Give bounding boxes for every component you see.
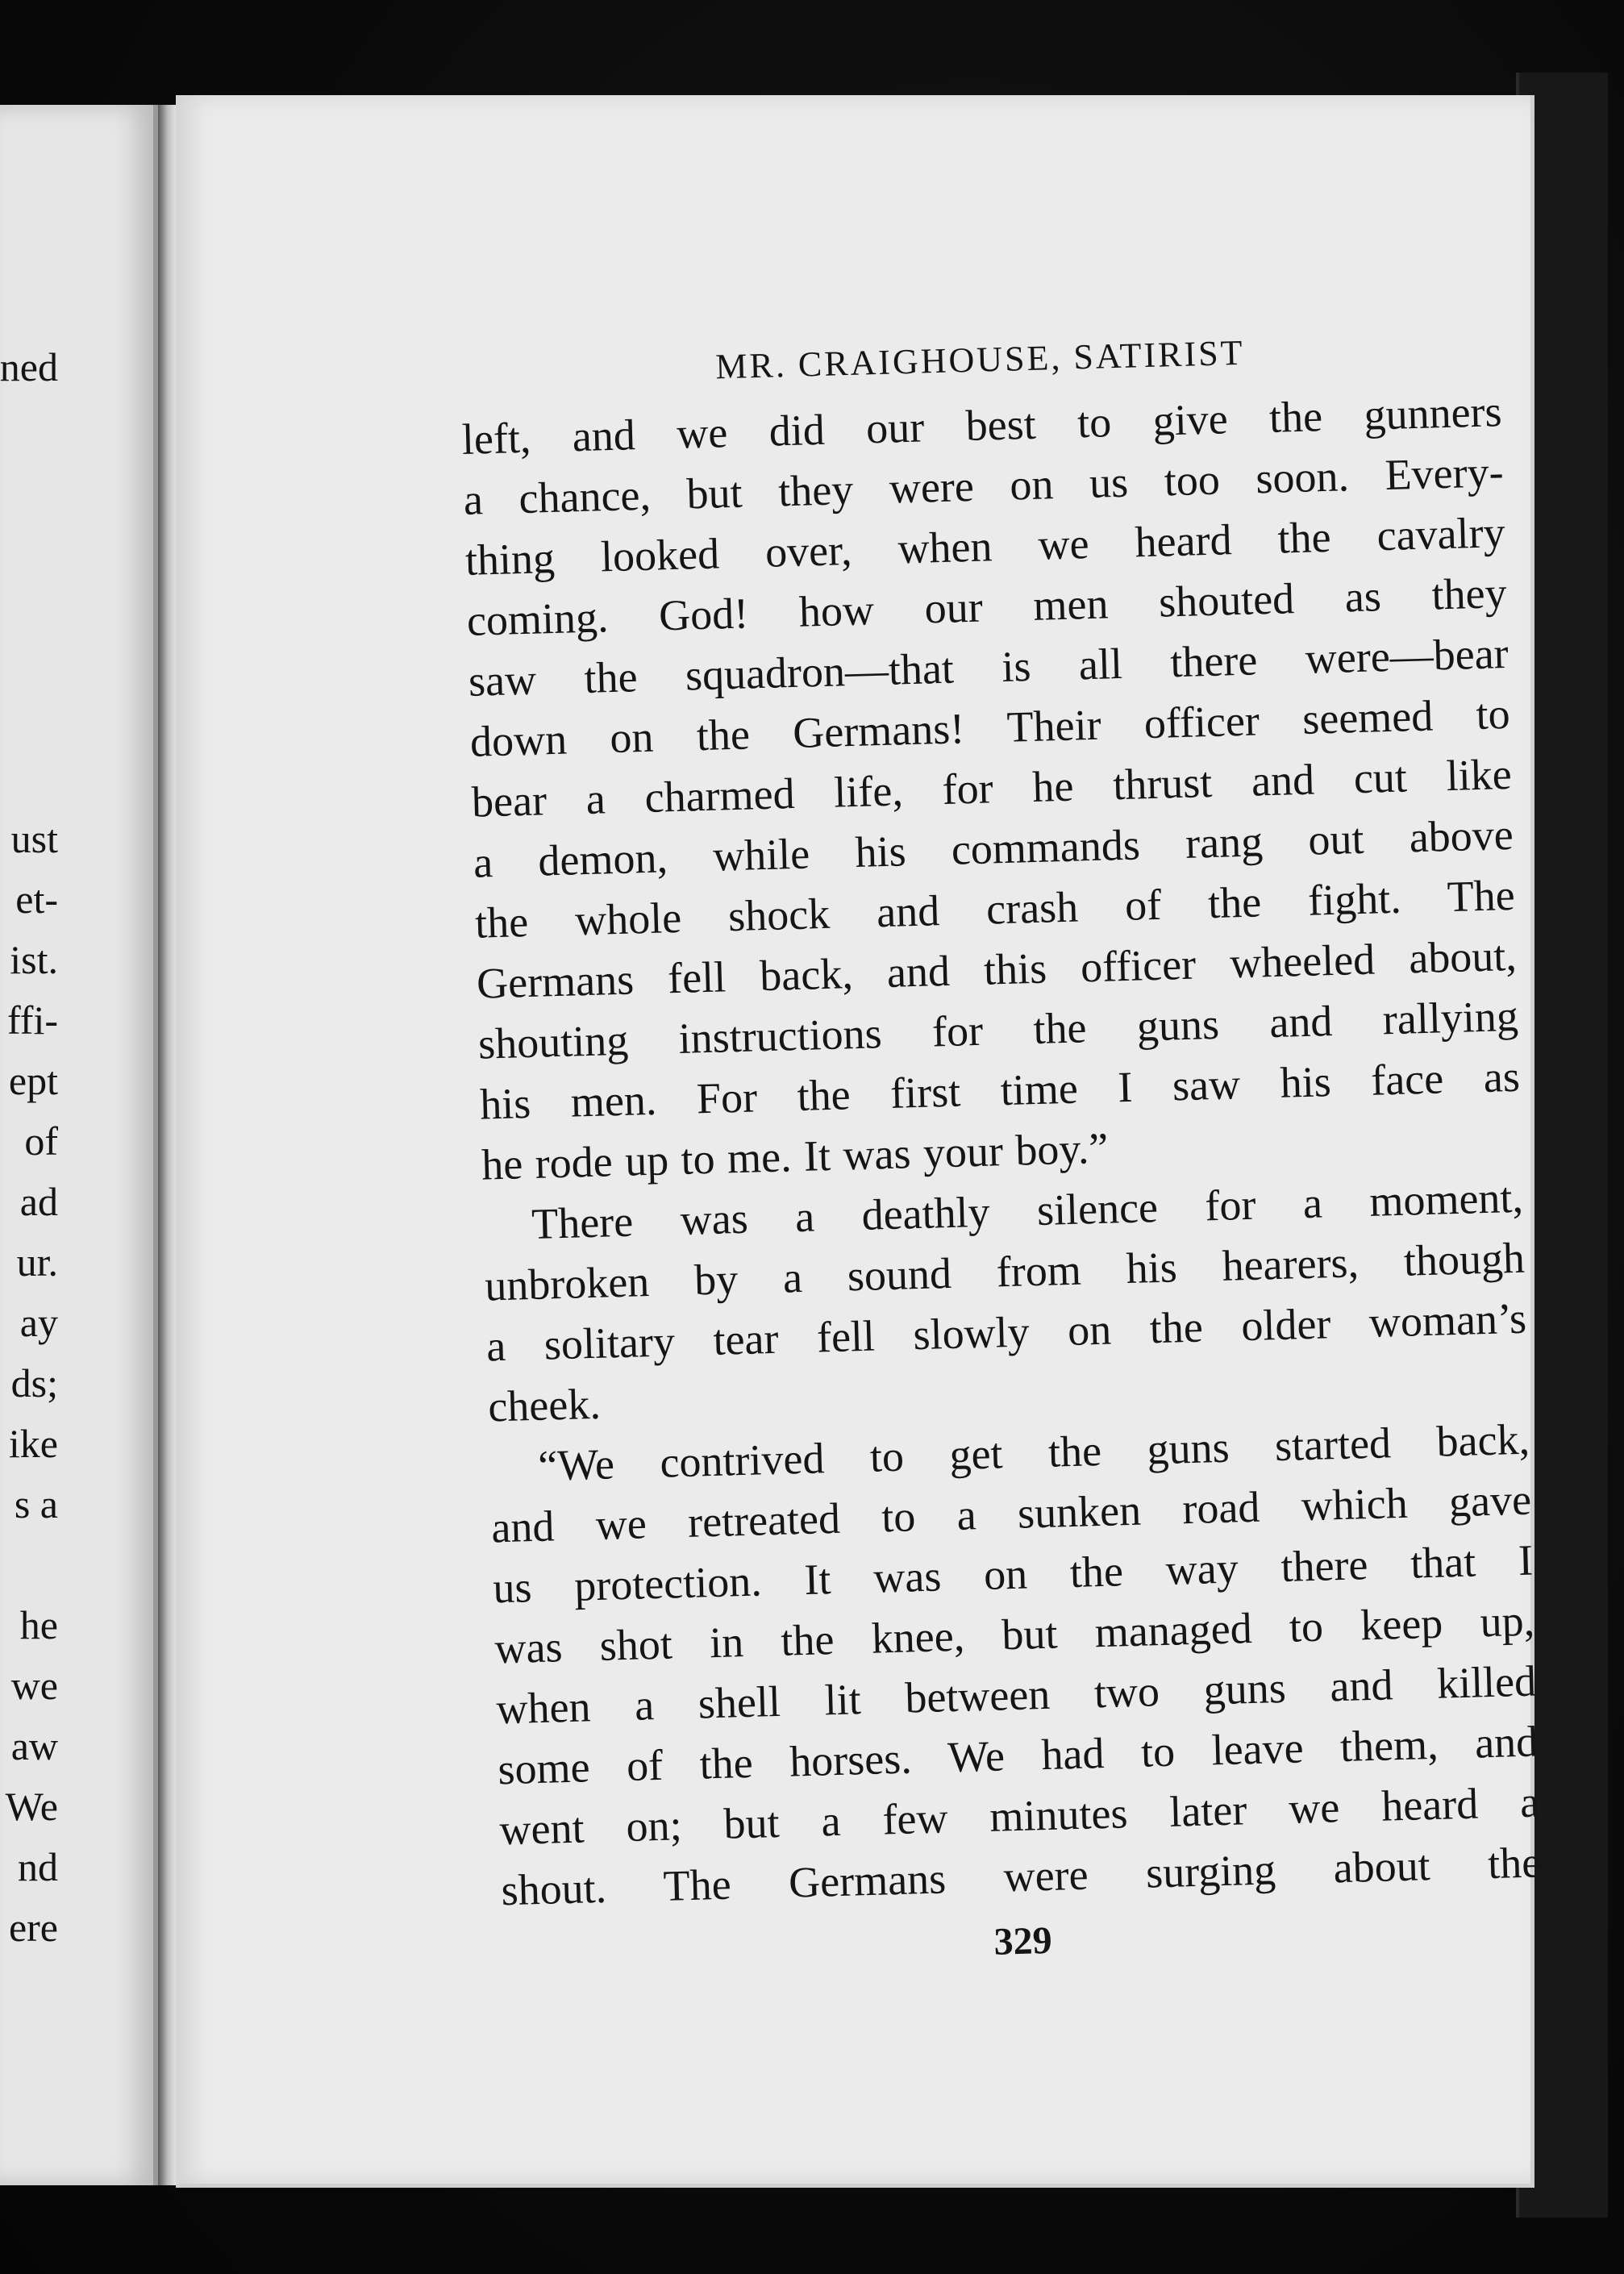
left-page-fragment: we xyxy=(10,1663,58,1708)
text-line: a demon, while his commands rang out above xyxy=(473,810,1514,887)
left-page-fragment: ist. xyxy=(10,937,58,982)
left-page-fragment: We xyxy=(5,1784,58,1829)
left-page-fragment: et- xyxy=(15,877,58,922)
left-page-fragment: aw xyxy=(10,1723,58,1768)
left-page-fragment: he xyxy=(19,1602,58,1647)
left-page-fragment: of xyxy=(24,1118,58,1164)
text-line: shout. The Germans were surging about the xyxy=(500,1838,1542,1915)
text-line: coming. God! how our men shouted as they xyxy=(466,568,1508,645)
text-line: some of the horses. We had to leave them, and xyxy=(497,1717,1539,1794)
left-page-fragment: ad xyxy=(19,1179,58,1224)
text-line: There was a deathly silence for a moment, xyxy=(531,1172,1524,1248)
text-line: Germans fell back, and this officer wheeled about, xyxy=(476,931,1518,1008)
left-page-fragment: ay xyxy=(19,1300,58,1345)
left-page-fragment: s a xyxy=(14,1481,58,1526)
right-page xyxy=(176,95,1542,2188)
text-line: the whole shock and crash of the fight. The xyxy=(474,870,1516,948)
text-block xyxy=(460,325,1543,1984)
text-line: unbroken by a sound from his hearers, though xyxy=(484,1233,1526,1310)
left-page-fragment: ned xyxy=(0,344,58,389)
text-line: went on; but a few minutes later we heard a xyxy=(498,1777,1540,1855)
text-line: when a shell lit between two guns and killed xyxy=(495,1656,1537,1734)
text-line: his men. For the first time I saw his face as xyxy=(479,1052,1521,1129)
text-line: us protection. It was on the way there that I xyxy=(492,1535,1534,1613)
text-line: was shot in the knee, but managed to keep up, xyxy=(493,1596,1535,1673)
left-page-fragment: ere xyxy=(8,1905,58,1950)
text-line: cheek. xyxy=(487,1379,602,1431)
text-line: “We contrived to get the guns started back, xyxy=(537,1414,1530,1490)
left-page-fragment: nd xyxy=(18,1844,58,1889)
left-page-fragment: ds; xyxy=(10,1360,58,1406)
text-line: he rode up to me. It was your boy.” xyxy=(481,1123,1110,1189)
book-gutter xyxy=(158,105,177,2185)
left-page-fragment: ike xyxy=(8,1421,58,1466)
text-line: saw the squadron—that is all there were—bear xyxy=(468,628,1509,706)
left-page-fragment: ept xyxy=(8,1058,58,1103)
page-number: 329 xyxy=(993,1918,1053,1964)
text-line: bear a charmed life, for he thrust and cut like xyxy=(471,749,1513,827)
text-line: a solitary tear fell slowly on the older woman’s xyxy=(485,1293,1527,1371)
text-line: a chance, but they were on us too soon. Every- xyxy=(463,448,1505,524)
left-page-fragment: ur. xyxy=(16,1239,58,1285)
left-page-fragment: ffi- xyxy=(7,997,58,1043)
left-page xyxy=(0,105,158,2185)
text-line: shouting instructions for the guns and rallying xyxy=(477,991,1519,1068)
text-line: down on the Germans! Their officer seemed to xyxy=(469,689,1511,766)
text-line: thing looked over, when we heard the cavalry xyxy=(464,508,1506,585)
text-line: left, and we did our best to give the gunners xyxy=(461,387,1503,464)
left-page-fragment: ust xyxy=(10,816,58,861)
text-line: and we retreated to a sunken road which gave xyxy=(490,1475,1532,1552)
running-head: MR. CRAIGHOUSE, SATIRIST xyxy=(714,332,1246,387)
